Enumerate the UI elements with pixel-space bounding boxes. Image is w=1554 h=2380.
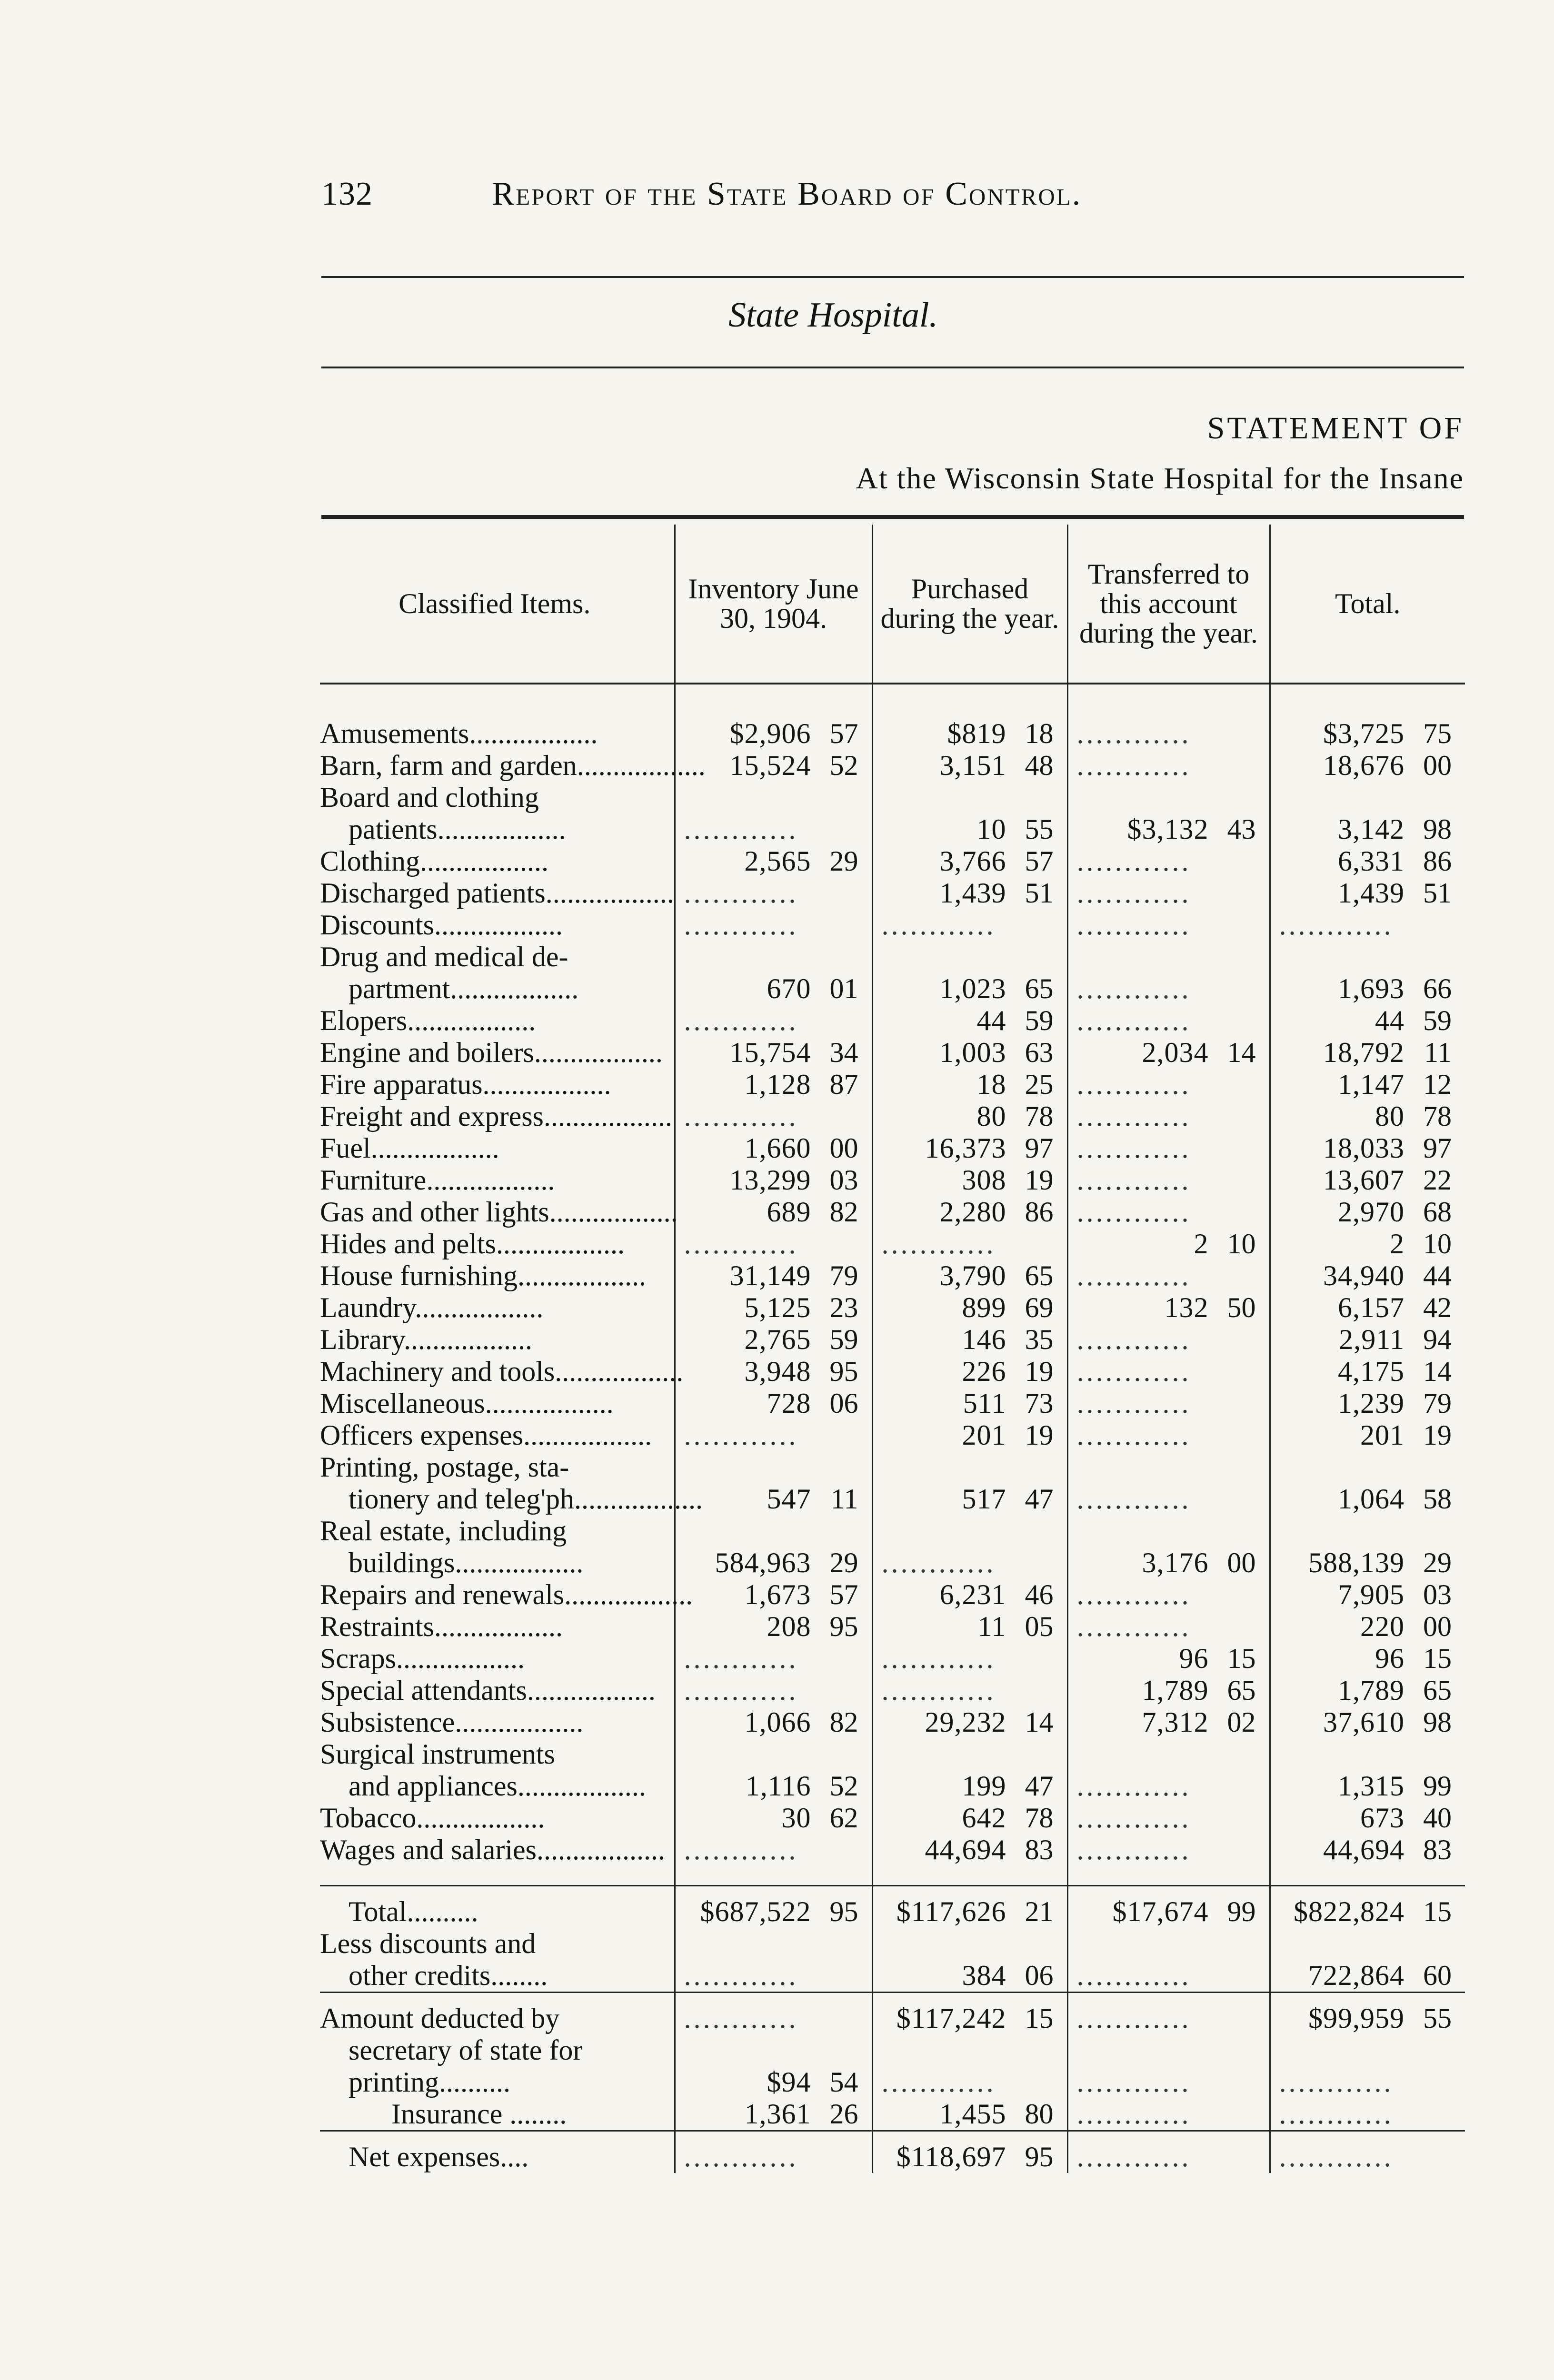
item-label: buildings..................: [349, 1547, 584, 1578]
amount-deducted-label: Amount deducted by: [320, 1993, 675, 2035]
amount-tot: 13,607 22: [1270, 1164, 1465, 1196]
dot-leader: ............: [1067, 1802, 1270, 1834]
item-label: Fire apparatus..................: [320, 1069, 611, 1100]
amount-tot: 37,610 98: [1270, 1706, 1465, 1738]
amount-pur: 10 55: [872, 813, 1067, 845]
empty-cell: [675, 1515, 872, 1547]
table-row: [320, 1101, 1465, 1132]
empty-cell: [1270, 782, 1465, 813]
amount-pur: 80 78: [872, 1101, 1067, 1132]
secretary-label: secretary of state for: [349, 2034, 583, 2066]
dot-leader: ............: [1067, 2131, 1270, 2173]
dot-leader: ............: [1067, 718, 1270, 750]
table-row: [320, 1515, 1465, 1547]
dot-leader: ............: [675, 1993, 872, 2035]
amount-tr: 7,312 02: [1067, 1706, 1270, 1738]
item-label: and appliances..................: [349, 1770, 646, 1802]
amount-tot: 18,033 97: [1270, 1132, 1465, 1164]
dot-leader: ............: [872, 1547, 1067, 1579]
dot-leader: ............: [1067, 1611, 1270, 1643]
net-expenses-label: Net expenses....: [320, 2131, 675, 2173]
empty-cell: [872, 1738, 1067, 1770]
printing-row: [320, 2066, 1465, 2098]
item-label: Discounts..................: [320, 909, 563, 941]
dot-leader: ............: [675, 1643, 872, 1675]
net-expenses-row: [320, 2131, 1465, 2173]
amount-tot: 6,157 42: [1270, 1292, 1465, 1324]
table-row: [320, 1706, 1465, 1738]
less-discounts-label: Less discounts and: [320, 1928, 536, 1959]
amount-tr: 1,789 65: [1067, 1675, 1270, 1706]
item-label: partment..................: [349, 973, 579, 1004]
amount-pur: 1,003 63: [872, 1037, 1067, 1069]
statement-heading: STATEMENT OF: [1207, 411, 1464, 446]
dot-leader: ............: [675, 813, 872, 845]
item-label: Surgical instruments: [320, 1738, 555, 1770]
table-row: [320, 1260, 1465, 1292]
item-label: Repairs and renewals..................: [320, 1579, 693, 1610]
amount-tot: 2 10: [1270, 1228, 1465, 1260]
gap-row: [320, 1866, 1465, 1886]
item-label: Drug and medical de-: [320, 941, 568, 972]
amount-inv: 208 95: [675, 1611, 872, 1643]
amount-pur: 16,373 97: [872, 1132, 1067, 1164]
amount-tot: 673 40: [1270, 1802, 1465, 1834]
amount-pur: 44,694 83: [872, 1834, 1067, 1866]
net-purchased: $118,697 95: [872, 2131, 1067, 2173]
amount-tr: 2 10: [1067, 1228, 1270, 1260]
item-label: Tobacco..................: [320, 1802, 545, 1834]
amount-total: $99,959 55: [1270, 1993, 1465, 2035]
item-label: tionery and teleg'ph..................: [349, 1483, 703, 1515]
less-discounts-row-1: [320, 1928, 1465, 1960]
table-row: [320, 1419, 1465, 1451]
table-row: [320, 782, 1465, 813]
amount-pur: 201 19: [872, 1419, 1067, 1451]
page-number: 132: [321, 176, 373, 212]
dot-leader: ............: [675, 1005, 872, 1037]
dot-leader: ............: [675, 1419, 872, 1451]
amount-tot: 80 78: [1270, 1101, 1465, 1132]
item-label: Real estate, including: [320, 1515, 567, 1547]
table-row: [320, 718, 1465, 750]
dot-leader: ............: [872, 1643, 1067, 1675]
amount-tr: 96 15: [1067, 1643, 1270, 1675]
amount-inv: 2,565 29: [675, 845, 872, 877]
table-row: [320, 1451, 1465, 1483]
table-row: [320, 1547, 1465, 1579]
dot-leader: ............: [872, 1228, 1067, 1260]
item-label: Amusements..................: [320, 718, 598, 749]
item-label: Engine and boilers..................: [320, 1037, 663, 1068]
dot-leader: ............: [1067, 750, 1270, 782]
table-row: [320, 909, 1465, 941]
amount-inv: 1,066 82: [675, 1706, 872, 1738]
dot-leader: ............: [1067, 1960, 1270, 1993]
table-row: [320, 1675, 1465, 1706]
secretary-row: [320, 2034, 1465, 2066]
dot-leader: ............: [1067, 1324, 1270, 1356]
item-label: Fuel..................: [320, 1132, 499, 1164]
item-label: Restraints..................: [320, 1611, 563, 1642]
statement-subheading: At the Wisconsin State Hospital for the Insane: [856, 461, 1464, 495]
dot-leader: ............: [1067, 1196, 1270, 1228]
dot-leader: ............: [1270, 2131, 1465, 2173]
amount-tot: 44,694 83: [1270, 1834, 1465, 1866]
amount-tot: 2,911 94: [1270, 1324, 1465, 1356]
dot-leader: ............: [1067, 1132, 1270, 1164]
empty-cell: [1067, 941, 1270, 973]
amount-inv: 13,299 03: [675, 1164, 872, 1196]
amount-tot: 220 00: [1270, 1611, 1465, 1643]
amount-pur: 2,280 86: [872, 1196, 1067, 1228]
table-row: [320, 941, 1465, 973]
amount-tot: 2,970 68: [1270, 1196, 1465, 1228]
table-row: [320, 1164, 1465, 1196]
amount-pur: 308 19: [872, 1164, 1067, 1196]
dot-leader: ............: [1067, 1993, 1270, 2035]
amount-pur: 1,439 51: [872, 877, 1067, 909]
amount-pur: $819 18: [872, 718, 1067, 750]
amount-deducted-row: [320, 1993, 1465, 2035]
amount-pur: 1,023 65: [872, 973, 1067, 1005]
amount-pur: 642 78: [872, 1802, 1067, 1834]
item-label: Gas and other lights..................: [320, 1196, 678, 1228]
dot-leader: ............: [1067, 1101, 1270, 1132]
item-label: Miscellaneous..................: [320, 1388, 614, 1419]
amount-inv: 547 11: [675, 1483, 872, 1515]
dot-leader: ............: [872, 909, 1067, 941]
table-row: [320, 1388, 1465, 1419]
amount-pur: 199 47: [872, 1770, 1067, 1802]
amount-tot: 1,064 58: [1270, 1483, 1465, 1515]
dot-leader: ............: [675, 877, 872, 909]
dot-leader: ............: [1067, 2098, 1270, 2131]
item-label: Scraps..................: [320, 1643, 525, 1674]
item-label: House furnishing..................: [320, 1260, 646, 1291]
total-purchased: $117,626 21: [872, 1886, 1067, 1928]
table-row: [320, 1069, 1465, 1101]
amount-inv: 584,963 29: [675, 1547, 872, 1579]
empty-cell: [872, 941, 1067, 973]
dot-leader: ............: [1067, 1834, 1270, 1866]
table-row: [320, 845, 1465, 877]
insurance-purchased: 1,455 80: [872, 2098, 1067, 2131]
dot-leader: ............: [1067, 1579, 1270, 1611]
total-total: $822,824 15: [1270, 1886, 1465, 1928]
table-row: [320, 1228, 1465, 1260]
header-rule-bottom: [321, 367, 1464, 368]
table-row: [320, 1579, 1465, 1611]
item-label: Wages and salaries..................: [320, 1834, 665, 1865]
empty-cell: [675, 1738, 872, 1770]
amount-inv: 1,673 57: [675, 1579, 872, 1611]
table-row: [320, 1483, 1465, 1515]
amount-inv: 728 06: [675, 1388, 872, 1419]
amount-pur: 6,231 46: [872, 1579, 1067, 1611]
amount-pur: 3,790 65: [872, 1260, 1067, 1292]
table-row: [320, 973, 1465, 1005]
table-row: [320, 877, 1465, 909]
amount-inv: 3,948 95: [675, 1356, 872, 1388]
table-row: [320, 1005, 1465, 1037]
table-row: [320, 1132, 1465, 1164]
amount-inv: 15,524 52: [675, 750, 872, 782]
table-row: [320, 1770, 1465, 1802]
less-total: 722,864 60: [1270, 1960, 1465, 1993]
total-transferred: $17,674 99: [1067, 1886, 1270, 1928]
item-label: Barn, farm and garden..................: [320, 750, 706, 781]
table-row: [320, 1196, 1465, 1228]
item-label: Freight and express..................: [320, 1101, 672, 1132]
amount-pur: 29,232 14: [872, 1706, 1067, 1738]
item-label: Discharged patients..................: [320, 877, 674, 909]
empty-cell: [1270, 1451, 1465, 1483]
dot-leader: ............: [675, 1228, 872, 1260]
table-row: [320, 750, 1465, 782]
amount-tot: 1,693 66: [1270, 973, 1465, 1005]
dot-leader: ............: [1067, 1356, 1270, 1388]
amount-pur: 11 05: [872, 1611, 1067, 1643]
dot-leader: ............: [1067, 973, 1270, 1005]
table-row: [320, 1356, 1465, 1388]
dot-leader: ............: [1270, 909, 1465, 941]
item-label: Machinery and tools..................: [320, 1356, 684, 1387]
item-label: Officers expenses..................: [320, 1419, 652, 1451]
dot-leader: ............: [1067, 845, 1270, 877]
less-purchased: 384 06: [872, 1960, 1067, 1993]
item-label: Elopers..................: [320, 1005, 536, 1036]
dot-leader: ............: [1067, 1483, 1270, 1515]
amount-purchased: $117,242 15: [872, 1993, 1067, 2035]
dot-leader: ............: [1067, 1260, 1270, 1292]
total-label: Total..........: [320, 1886, 675, 1928]
amount-inv: 5,125 23: [675, 1292, 872, 1324]
amount-tr: 3,176 00: [1067, 1547, 1270, 1579]
empty-cell: [872, 1515, 1067, 1547]
column-header-row: [320, 525, 1465, 684]
table-row: [320, 1324, 1465, 1356]
table-row: [320, 1292, 1465, 1324]
amount-tot: $3,725 75: [1270, 718, 1465, 750]
table-row: [320, 1611, 1465, 1643]
amount-tot: 4,175 14: [1270, 1356, 1465, 1388]
amount-tot: 6,331 86: [1270, 845, 1465, 877]
amount-pur: 146 35: [872, 1324, 1067, 1356]
dot-leader: ............: [1067, 877, 1270, 909]
dot-leader: ............: [1067, 1164, 1270, 1196]
amount-pur: 44 59: [872, 1005, 1067, 1037]
empty-cell: [1270, 941, 1465, 973]
total-inventory: $687,522 95: [675, 1886, 872, 1928]
col-transferred: Transferred to this account during the year.: [1067, 525, 1270, 684]
amount-tot: 3,142 98: [1270, 813, 1465, 845]
insurance-inventory: 1,361 26: [675, 2098, 872, 2131]
dot-leader: ............: [1067, 909, 1270, 941]
col-inventory: Inventory June 30, 1904.: [675, 525, 872, 684]
amount-tot: 34,940 44: [1270, 1260, 1465, 1292]
amount-pur: 3,151 48: [872, 750, 1067, 782]
amount-inv: 1,116 52: [675, 1770, 872, 1802]
item-label: Clothing..................: [320, 845, 549, 877]
item-label: Special attendants..................: [320, 1675, 656, 1706]
amount-pur: 18 25: [872, 1069, 1067, 1101]
less-discounts-row-2: [320, 1960, 1465, 1993]
amount-tot: 1,239 79: [1270, 1388, 1465, 1419]
col-total: Total.: [1270, 525, 1465, 684]
empty-cell: [1067, 1515, 1270, 1547]
empty-cell: [1270, 1515, 1465, 1547]
dot-leader: ............: [675, 909, 872, 941]
amount-pur: 3,766 57: [872, 845, 1067, 877]
table-row: [320, 1037, 1465, 1069]
amount-tot: 588,139 29: [1270, 1547, 1465, 1579]
item-label: Library..................: [320, 1324, 533, 1355]
amount-inv: 1,660 00: [675, 1132, 872, 1164]
amount-tot: 1,789 65: [1270, 1675, 1465, 1706]
amount-tot: 1,147 12: [1270, 1069, 1465, 1101]
amount-inv: 1,128 87: [675, 1069, 872, 1101]
empty-cell: [675, 1451, 872, 1483]
totals-body: [320, 1866, 1465, 2173]
amount-inv: 15,754 34: [675, 1037, 872, 1069]
item-label: Hides and pelts..................: [320, 1228, 625, 1259]
table-row: [320, 1738, 1465, 1770]
dot-leader: ............: [1067, 1388, 1270, 1419]
table-row: [320, 1802, 1465, 1834]
amount-inv: 670 01: [675, 973, 872, 1005]
amount-inv: 31,149 79: [675, 1260, 872, 1292]
amount-tot: 18,676 00: [1270, 750, 1465, 782]
item-label: patients..................: [349, 813, 566, 845]
header-spacer-row: [320, 684, 1465, 718]
empty-cell: [675, 941, 872, 973]
dot-leader: ............: [1270, 2098, 1465, 2131]
amount-pur: 899 69: [872, 1292, 1067, 1324]
dot-leader: ............: [675, 1834, 872, 1866]
dot-leader: ............: [1067, 1770, 1270, 1802]
empty-cell: [872, 1451, 1067, 1483]
amount-inv: 30 62: [675, 1802, 872, 1834]
amount-tot: 96 15: [1270, 1643, 1465, 1675]
amount-tr: 2,034 14: [1067, 1037, 1270, 1069]
amount-inv: 2,765 59: [675, 1324, 872, 1356]
section-title: State Hospital.: [728, 296, 938, 335]
running-header: [321, 175, 1464, 213]
empty-cell: [1067, 1451, 1270, 1483]
amount-tr: $3,132 43: [1067, 813, 1270, 845]
amount-inv: 689 82: [675, 1196, 872, 1228]
amount-pur: 511 73: [872, 1388, 1067, 1419]
ledger-body: [320, 684, 1465, 1866]
item-label: Laundry..................: [320, 1292, 544, 1323]
item-label: Subsistence..................: [320, 1706, 584, 1738]
insurance-label: Insurance ........: [391, 2098, 567, 2130]
table-row: [320, 1834, 1465, 1866]
dot-leader: ............: [1067, 1069, 1270, 1101]
dot-leader: ............: [872, 1675, 1067, 1706]
table-row: [320, 1643, 1465, 1675]
statement-table: [320, 525, 1465, 2173]
printing-inventory: $94 54: [675, 2066, 872, 2098]
amount-tot: 1,439 51: [1270, 877, 1465, 909]
dot-leader: ............: [872, 2066, 1067, 2098]
amount-inv: $2,906 57: [675, 718, 872, 750]
empty-cell: [675, 782, 872, 813]
empty-cell: [1067, 1738, 1270, 1770]
table-row: [320, 813, 1465, 845]
table-top-rule: [321, 515, 1464, 519]
dot-leader: ............: [1270, 2066, 1465, 2098]
amount-tot: 7,905 03: [1270, 1579, 1465, 1611]
printing-label: printing..........: [349, 2066, 510, 2098]
dot-leader: ............: [675, 1101, 872, 1132]
dot-leader: ............: [1067, 1005, 1270, 1037]
amount-tot: 18,792 11: [1270, 1037, 1465, 1069]
empty-cell: [872, 782, 1067, 813]
amount-tot: 1,315 99: [1270, 1770, 1465, 1802]
dot-leader: ............: [675, 1675, 872, 1706]
total-row: [320, 1886, 1465, 1928]
empty-cell: [1067, 782, 1270, 813]
empty-cell: [1270, 1738, 1465, 1770]
amount-tot: 201 19: [1270, 1419, 1465, 1451]
dot-leader: ............: [1067, 1419, 1270, 1451]
item-label: Printing, postage, sta-: [320, 1451, 569, 1483]
amount-pur: 226 19: [872, 1356, 1067, 1388]
header-rule-top: [321, 276, 1464, 278]
dot-leader: ............: [675, 1960, 872, 1993]
running-title: Report of the State Board of Control.: [492, 176, 1082, 212]
amount-tr: 132 50: [1067, 1292, 1270, 1324]
item-label: Furniture..................: [320, 1164, 555, 1196]
other-credits-label: other credits........: [349, 1960, 548, 1991]
dot-leader: ............: [1067, 2066, 1270, 2098]
amount-tot: 44 59: [1270, 1005, 1465, 1037]
col-classified-items: Classified Items.: [320, 525, 675, 684]
amount-pur: 517 47: [872, 1483, 1067, 1515]
dot-leader: ............: [675, 2131, 872, 2173]
col-purchased: Purchased during the year.: [872, 525, 1067, 684]
item-label: Board and clothing: [320, 782, 539, 813]
insurance-row: [320, 2098, 1465, 2131]
